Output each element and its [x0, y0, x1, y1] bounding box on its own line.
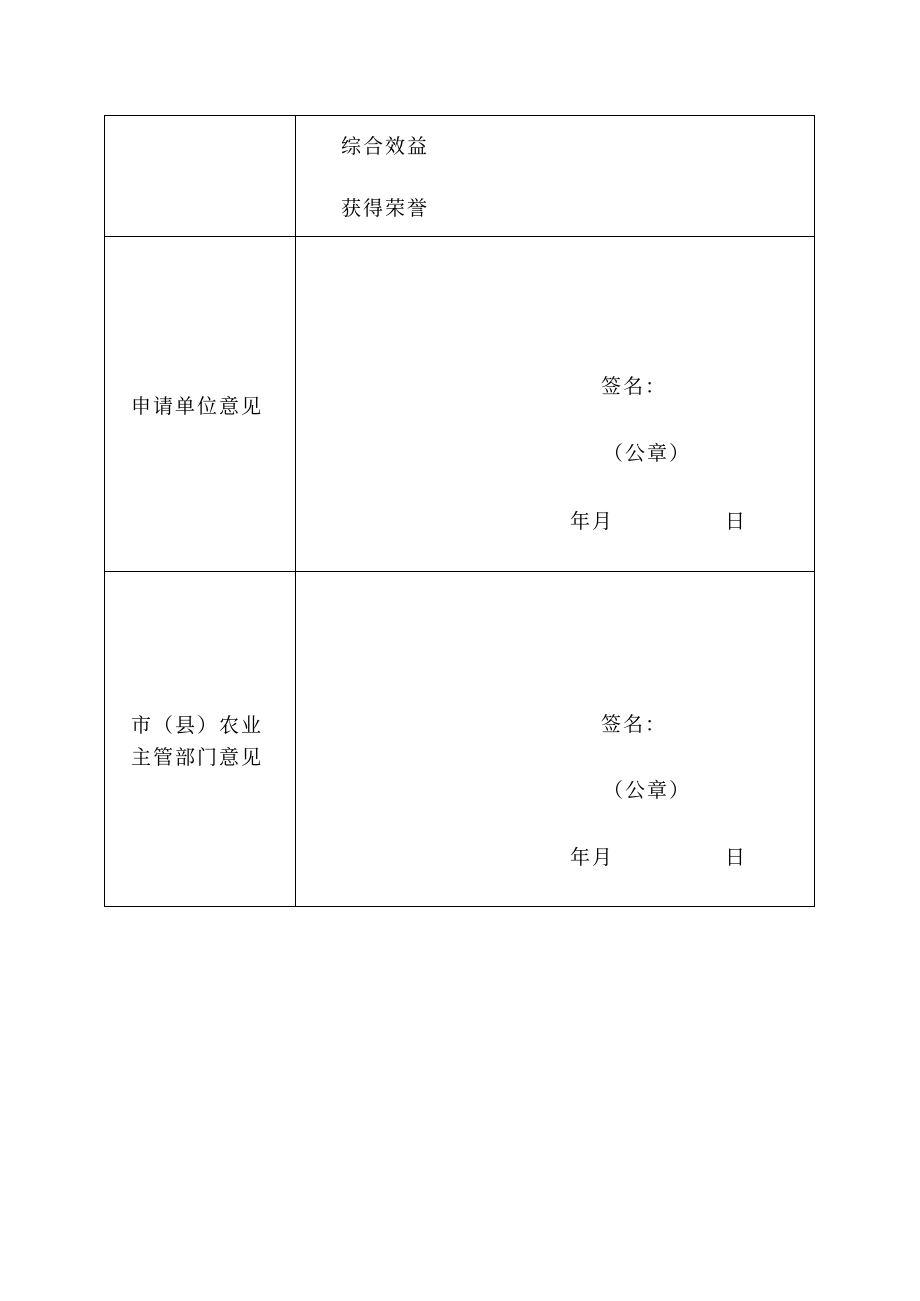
opinion-form-table: [104, 115, 815, 907]
column-divider: [295, 116, 296, 906]
department-opinion-label-line1: 市（县）农业: [131, 713, 263, 737]
department-opinion-label-line2: 主管部门意见: [131, 745, 263, 769]
honors-label: 获得荣誉: [341, 196, 429, 220]
applicant-opinion-label: 申请单位意见: [131, 394, 263, 418]
row-divider-1: [105, 236, 814, 237]
applicant-year-month-label: 年月: [570, 509, 614, 533]
applicant-signature-label: 签名：: [601, 374, 667, 398]
department-seal-label: （公章）: [603, 778, 691, 802]
applicant-seal-label: （公章）: [603, 441, 691, 465]
applicant-day-label: 日: [725, 509, 747, 533]
row-divider-2: [105, 571, 814, 572]
department-signature-label: 签名：: [601, 712, 667, 736]
comprehensive-benefit-label: 综合效益: [341, 134, 429, 158]
department-day-label: 日: [725, 845, 747, 869]
department-year-month-label: 年月: [570, 845, 614, 869]
